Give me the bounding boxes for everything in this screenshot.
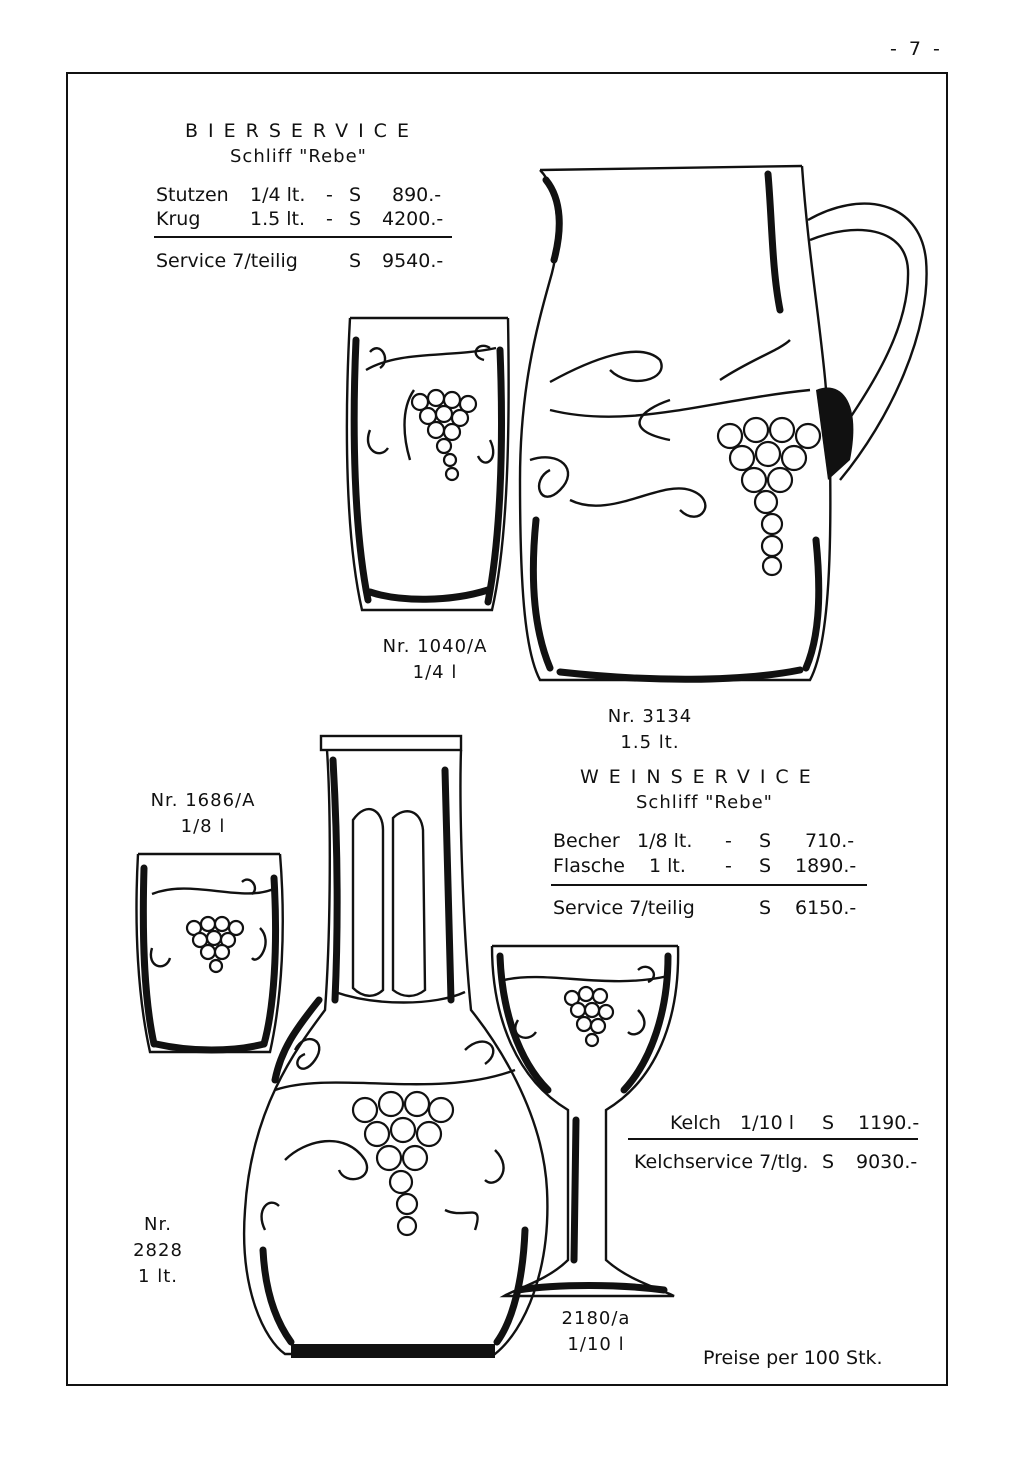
caption-3134-size: 1.5 lt.	[620, 732, 680, 753]
kelch-size: 1/10 l	[740, 1112, 794, 1134]
wine-size: 1/8 lt.	[637, 830, 693, 852]
wine-dash: -	[725, 855, 732, 877]
wine-currency: S	[759, 830, 772, 852]
kelch-divider	[628, 1138, 918, 1140]
footer-note: Preise per 100 Stk.	[703, 1347, 883, 1369]
kelch-total-currency: S	[822, 1151, 835, 1173]
kelch-total-price: 9030.-	[856, 1151, 918, 1173]
beer-title: BIERSERVICE	[185, 120, 419, 142]
caption-2828-nr: Nr. 2828	[133, 1214, 183, 1261]
beer-total-currency: S	[349, 250, 362, 272]
beer-item: Stutzen	[156, 184, 229, 206]
jug-3134-illustration	[510, 160, 940, 690]
wine-price: 710.-	[805, 830, 855, 852]
beer-currency: S	[349, 208, 362, 230]
caption-2828	[122, 1212, 194, 1290]
page-number: - 7 -	[890, 38, 943, 60]
wine-subtitle: Schliff "Rebe"	[636, 792, 773, 813]
beer-divider	[154, 236, 452, 238]
caption-3134-nr: Nr. 3134	[607, 706, 693, 727]
beer-item: Krug	[156, 208, 201, 230]
goblet-2180-illustration	[488, 940, 688, 1306]
caption-2180-nr: 2180/a	[561, 1308, 631, 1329]
beer-size: 1.5 lt.	[250, 208, 306, 230]
caption-1686-size: 1/8 l	[180, 816, 226, 837]
wine-currency: S	[759, 855, 772, 877]
beer-size: 1/4 lt.	[250, 184, 306, 206]
beer-total-label: Service 7/teilig	[156, 250, 298, 272]
wine-item: Flasche	[553, 855, 625, 877]
wine-total-label: Service 7/teilig	[553, 897, 695, 919]
beer-currency: S	[349, 184, 362, 206]
caption-2828-size: 1 lt.	[138, 1266, 178, 1287]
caption-1040-nr: Nr. 1040/A	[382, 636, 488, 657]
wine-item: Becher	[553, 830, 620, 852]
wine-total-price: 6150.-	[795, 897, 857, 919]
wine-dash: -	[725, 830, 732, 852]
caption-2180-size: 1/10 l	[567, 1334, 625, 1355]
beer-total-price: 9540.-	[382, 250, 444, 272]
beer-dash: -	[326, 184, 333, 206]
kelch-currency: S	[822, 1112, 835, 1134]
beer-dash: -	[326, 208, 333, 230]
tumbler-1040-illustration	[340, 310, 520, 630]
wine-total-currency: S	[759, 897, 772, 919]
beer-price: 890.-	[392, 184, 442, 206]
caption-1040-size: 1/4 l	[412, 662, 458, 683]
wine-title: WEINSERVICE	[580, 766, 821, 788]
kelch-price: 1190.-	[858, 1112, 920, 1134]
beer-price: 4200.-	[382, 208, 444, 230]
beer-subtitle: Schliff "Rebe"	[230, 146, 367, 167]
wine-price: 1890.-	[795, 855, 857, 877]
caption-3134	[585, 704, 715, 756]
wine-size: 1 lt.	[649, 855, 686, 877]
caption-1686-nr: Nr. 1686/A	[150, 790, 256, 811]
caption-2180	[556, 1306, 636, 1358]
kelch-total-label: Kelchservice 7/tlg.	[634, 1151, 809, 1173]
wine-divider	[551, 884, 867, 886]
caption-1040	[370, 634, 500, 686]
kelch-item: Kelch	[670, 1112, 721, 1134]
